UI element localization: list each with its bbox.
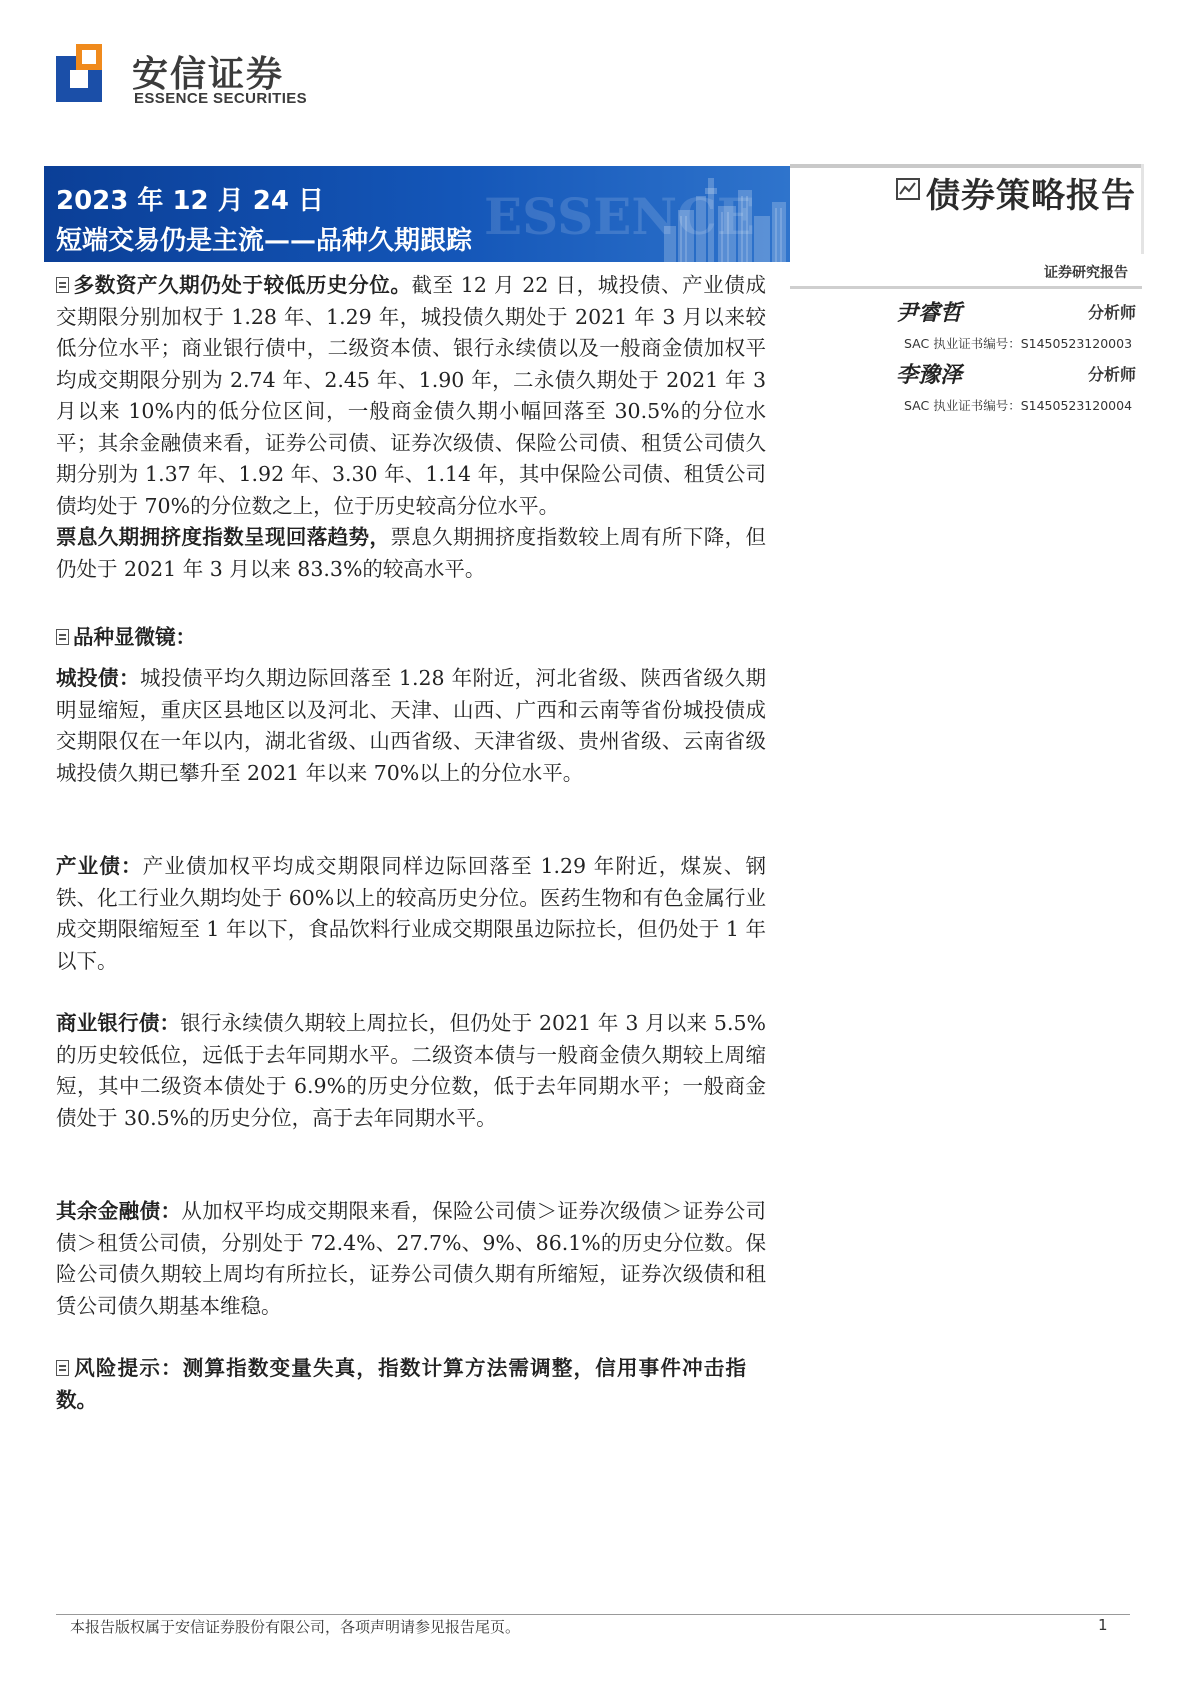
title-banner: [44, 166, 790, 262]
summary-paragraph: [56, 270, 766, 585]
footer-rule: [56, 1614, 1130, 1615]
risk-warning: [56, 1353, 746, 1416]
analyst-role: 分析师: [1088, 303, 1137, 322]
logo-english-name: ESSENCE SECURITIES: [134, 90, 308, 107]
header-subrule: [790, 286, 1142, 289]
paragraph-text: 城投债平均久期边际回落至 1.28 年附近，河北省级、陕西省级久期明显缩短，重庆区县地区以及河北、天津、山西、广西和云南等省份城投债成交期限仅在一年以内，湖北省级、山西省级、天津省级、贵州省级、云南省级城投债久期已攀升至 2021 年以来 70%以上的分位水平。: [56, 666, 766, 785]
chart-trend-icon: [896, 178, 920, 200]
paragraph-text: 产业债加权平均成交期限同样边际回落至 1.29 年附近，煤炭、钢铁、化工行业久期均处于 60%以上的较高历史分位。医药生物和有色金属行业成交期限缩短至 1 年以下，食品饮料行业成交期限虽边际拉长，但仍处于 1 年以下。: [56, 854, 766, 973]
section-list-icon: [56, 1360, 69, 1376]
summary-heading: 多数资产久期仍处于较低历史分位。: [73, 273, 412, 297]
svg-text:ESSENCE: ESSENCE: [484, 187, 755, 246]
risk-text: 风险提示：测算指数变量失真，指数计算方法需调整，信用事件冲击指数。: [56, 1356, 746, 1412]
logo-chinese-name: 安信证券: [132, 54, 285, 95]
analyst-sac-id: SAC 执业证书编号：S1450523120003: [904, 336, 1133, 351]
page-number: 1: [1098, 1616, 1108, 1634]
logo-mark-icon: [56, 44, 120, 108]
header-side-rule: [1141, 164, 1144, 254]
paragraph-label: 产业债：: [56, 854, 143, 878]
paragraph-text: 银行永续债久期较上周拉长，但仍处于 2021 年 3 月以来 5.5%的历史较低位，远低于去年同期水平。二级资本债与一般商金债久期较上周缩短，其中二级资本债处于 6.9%的历史分位数，低于去年同期水平；一般商金债处于 30.5%的历史分位，高于去年同期水平。: [56, 1011, 767, 1130]
analyst-name: 李豫泽: [896, 362, 963, 388]
paragraph-text: 从加权平均成交期限来看，保险公司债＞证券次级债＞证券公司债＞租赁公司债，分别处于 72.4%、27.7%、9%、86.1%的历史分位数。保险公司债久期较上周均有所拉长，证券公司债久期有所缩短，证券次级债和租赁公司债久期基本维稳。: [56, 1199, 767, 1318]
footer-disclaimer: 本报告版权属于安信证券股份有限公司，各项声明请参见报告尾页。: [70, 1618, 521, 1636]
paragraph-chengtou: [56, 663, 766, 789]
report-title: 短端交易仍是主流——品种久期跟踪: [56, 226, 473, 256]
section-list-icon: [56, 277, 69, 293]
summary-text: 截至 12 月 22 日，城投债、产业债成交期限分别加权于 1.28 年、1.29 年，城投债久期处于 2021 年 3 月以来较低分位水平；商业银行债中，二级资本债、银行永续债以及一般商金债加权平均成交期限分别为 2.74 年、2.45 年、1.90 年，二永债久期处于 2021 年 3 月以来 10%内的低分位区间，一般商金债久期小幅回落至 30.5%的分位水平；其余金融债来看，证券公司债、证券次级债、保险公司债、租赁公司债久期分别为 1.37 年、1.92 年、3.30 年、1.14 年，其中保险公司债、租赁公司债均处于 70%的分位数之上，位于历史较高分位水平。: [56, 273, 766, 518]
analyst-role: 分析师: [1088, 365, 1137, 384]
city-skyline-graphic: [464, 166, 790, 262]
crowding-text: 票息久期拥挤度指数较上周有所下降，但仍处于 2021 年 3 月以来 83.3%的较高水平。: [56, 525, 767, 581]
section-heading: [56, 622, 766, 654]
report-subtype: 证券研究报告: [1044, 265, 1128, 281]
paragraph-label: 其余金融债：: [56, 1199, 182, 1223]
report-date: 2023 年 12 月 24 日: [56, 186, 324, 216]
company-logo: [56, 44, 376, 114]
paragraph-other-financial: [56, 1196, 766, 1322]
paragraph-bank: [56, 1008, 766, 1134]
analyst-sac-id: SAC 执业证书编号：S1450523120004: [904, 398, 1133, 413]
paragraph-label: 城投债：: [56, 666, 140, 690]
report-type: 债券策略报告: [926, 176, 1136, 216]
paragraph-industrial: [56, 851, 766, 977]
section-list-icon: [56, 629, 69, 645]
crowding-heading: 票息久期拥挤度指数呈现回落趋势，: [56, 525, 391, 549]
paragraph-label: 商业银行债：: [56, 1011, 181, 1035]
microscope-heading: 品种显微镜：: [73, 625, 196, 649]
analyst-name: 尹睿哲: [896, 300, 963, 326]
